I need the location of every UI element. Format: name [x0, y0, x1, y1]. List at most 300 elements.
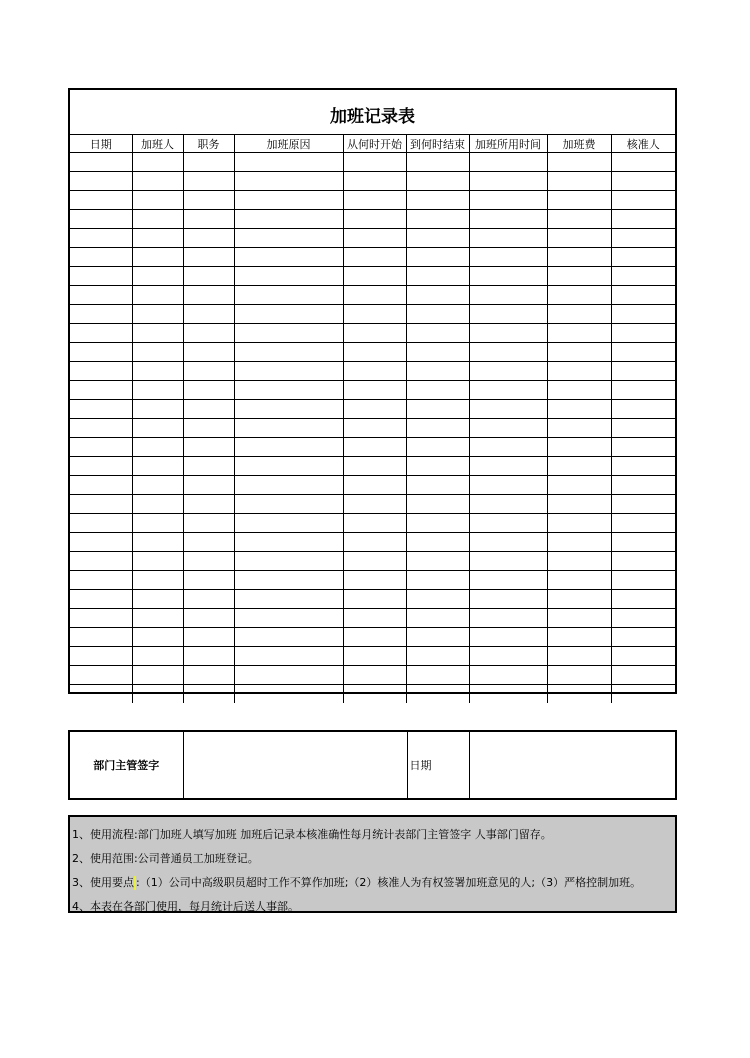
table-cell[interactable] — [343, 571, 406, 590]
table-cell[interactable] — [234, 267, 343, 286]
table-cell[interactable] — [234, 609, 343, 628]
column-header-position: 职务 — [183, 135, 234, 153]
table-cell[interactable] — [183, 267, 234, 286]
table-cell[interactable] — [611, 343, 675, 362]
table-cell[interactable] — [183, 362, 234, 381]
table-cell[interactable] — [547, 666, 611, 685]
table-cell[interactable] — [547, 457, 611, 476]
table-cell[interactable] — [547, 305, 611, 324]
table-cell[interactable] — [611, 590, 675, 609]
table-cell[interactable] — [611, 191, 675, 210]
table-cell[interactable] — [469, 514, 547, 533]
note-line-3 — [72, 871, 675, 895]
table-cell[interactable] — [611, 400, 675, 419]
column-header-end-time: 到何时结束 — [406, 135, 469, 153]
table-cell[interactable] — [343, 248, 406, 267]
column-header-row — [70, 135, 675, 153]
table-cell[interactable] — [547, 362, 611, 381]
table-cell[interactable] — [70, 153, 132, 172]
table-cell[interactable] — [406, 609, 469, 628]
table-cell[interactable] — [611, 457, 675, 476]
table-cell[interactable] — [406, 229, 469, 248]
table-cell[interactable] — [183, 286, 234, 305]
table-cell[interactable] — [70, 495, 132, 514]
table-cell[interactable] — [547, 172, 611, 191]
table-cell[interactable] — [234, 647, 343, 666]
table-cell[interactable] — [547, 324, 611, 343]
table-row — [70, 343, 675, 362]
table-cell[interactable] — [406, 552, 469, 571]
table-cell[interactable] — [469, 267, 547, 286]
table-cell[interactable] — [183, 495, 234, 514]
overtime-record-table — [68, 88, 677, 694]
table-cell[interactable] — [469, 210, 547, 229]
table-cell[interactable] — [406, 457, 469, 476]
table-row — [70, 552, 675, 571]
table-cell[interactable] — [132, 324, 183, 343]
table-cell[interactable] — [70, 400, 132, 419]
table-cell[interactable] — [234, 571, 343, 590]
table-cell[interactable] — [406, 476, 469, 495]
table-cell[interactable] — [234, 457, 343, 476]
table-cell[interactable] — [611, 229, 675, 248]
table-cell[interactable] — [406, 685, 469, 704]
table-cell[interactable] — [611, 533, 675, 552]
table-cell[interactable] — [70, 191, 132, 210]
table-cell[interactable] — [70, 628, 132, 647]
table-cell[interactable] — [469, 666, 547, 685]
table-cell[interactable] — [132, 381, 183, 400]
table-cell[interactable] — [132, 248, 183, 267]
table-cell[interactable] — [469, 153, 547, 172]
table-cell[interactable] — [547, 552, 611, 571]
table-cell[interactable] — [469, 438, 547, 457]
table-cell[interactable] — [469, 191, 547, 210]
table-cell[interactable] — [183, 381, 234, 400]
table-cell[interactable] — [611, 419, 675, 438]
table-cell[interactable] — [547, 267, 611, 286]
table-cell[interactable] — [547, 514, 611, 533]
table-cell[interactable] — [611, 552, 675, 571]
table-cell[interactable] — [183, 153, 234, 172]
table-cell[interactable] — [234, 286, 343, 305]
table-row — [70, 476, 675, 495]
column-header-start-time: 从何时开始 — [343, 135, 406, 153]
table-cell[interactable] — [406, 172, 469, 191]
table-cell[interactable] — [234, 153, 343, 172]
table-cell[interactable] — [70, 229, 132, 248]
table-cell[interactable] — [183, 476, 234, 495]
table-cell[interactable] — [611, 381, 675, 400]
table-cell[interactable] — [469, 590, 547, 609]
table-cell[interactable] — [343, 191, 406, 210]
table-cell[interactable] — [234, 666, 343, 685]
table-cell[interactable] — [132, 552, 183, 571]
table-cell[interactable] — [70, 552, 132, 571]
table-cell[interactable] — [183, 324, 234, 343]
table-cell[interactable] — [183, 400, 234, 419]
table-cell[interactable] — [132, 267, 183, 286]
table-cell[interactable] — [70, 457, 132, 476]
form-title: 加班记录表 — [330, 106, 416, 127]
table-cell[interactable] — [234, 324, 343, 343]
table-cell[interactable] — [183, 552, 234, 571]
table-cell[interactable] — [70, 324, 132, 343]
table-cell[interactable] — [547, 210, 611, 229]
table-cell[interactable] — [547, 343, 611, 362]
table-cell[interactable] — [547, 533, 611, 552]
table-cell[interactable] — [234, 172, 343, 191]
table-cell[interactable] — [132, 495, 183, 514]
table-cell[interactable] — [343, 153, 406, 172]
table-cell[interactable] — [406, 628, 469, 647]
table-cell[interactable] — [611, 514, 675, 533]
table-cell[interactable] — [132, 514, 183, 533]
table-cell[interactable] — [547, 153, 611, 172]
table-row — [70, 419, 675, 438]
table-cell[interactable] — [234, 476, 343, 495]
table-cell[interactable] — [611, 495, 675, 514]
table-cell[interactable] — [469, 400, 547, 419]
table-cell[interactable] — [234, 248, 343, 267]
signature-date-label: 日期 — [407, 732, 469, 798]
table-cell[interactable] — [406, 419, 469, 438]
table-cell[interactable] — [343, 685, 406, 704]
table-cell[interactable] — [132, 457, 183, 476]
table-cell[interactable] — [234, 495, 343, 514]
table-cell[interactable] — [469, 647, 547, 666]
table-cell[interactable] — [611, 153, 675, 172]
table-row — [70, 172, 675, 191]
table-cell[interactable] — [406, 571, 469, 590]
table-cell[interactable] — [183, 666, 234, 685]
table-cell[interactable] — [469, 533, 547, 552]
table-cell[interactable] — [132, 191, 183, 210]
table-cell[interactable] — [343, 362, 406, 381]
table-cell[interactable] — [469, 381, 547, 400]
table-cell[interactable] — [406, 362, 469, 381]
table-cell[interactable] — [183, 191, 234, 210]
table-cell[interactable] — [406, 324, 469, 343]
table-cell[interactable] — [469, 324, 547, 343]
table-cell[interactable] — [70, 362, 132, 381]
table-cell[interactable] — [183, 210, 234, 229]
table-cell[interactable] — [343, 609, 406, 628]
table-cell[interactable] — [611, 362, 675, 381]
table-row — [70, 267, 675, 286]
table-cell[interactable] — [469, 419, 547, 438]
table-cell[interactable] — [70, 609, 132, 628]
table-cell[interactable] — [469, 685, 547, 704]
table-cell[interactable] — [234, 381, 343, 400]
table-cell[interactable] — [132, 286, 183, 305]
table-cell[interactable] — [343, 324, 406, 343]
table-row — [70, 609, 675, 628]
table-cell[interactable] — [132, 343, 183, 362]
table-cell[interactable] — [547, 609, 611, 628]
table-cell[interactable] — [547, 590, 611, 609]
table-cell[interactable] — [406, 438, 469, 457]
signature-section — [68, 730, 677, 800]
table-cell[interactable] — [70, 248, 132, 267]
table-cell[interactable] — [132, 533, 183, 552]
table-cell[interactable] — [132, 666, 183, 685]
table-row — [70, 210, 675, 229]
table-cell[interactable] — [547, 685, 611, 704]
table-cell[interactable] — [343, 457, 406, 476]
table-cell[interactable] — [234, 362, 343, 381]
table-cell[interactable] — [132, 628, 183, 647]
table-cell[interactable] — [234, 400, 343, 419]
table-cell[interactable] — [343, 533, 406, 552]
table-cell[interactable] — [343, 381, 406, 400]
table-row — [70, 400, 675, 419]
table-cell[interactable] — [611, 324, 675, 343]
table-cell[interactable] — [234, 628, 343, 647]
table-cell[interactable] — [234, 343, 343, 362]
table-cell[interactable] — [70, 210, 132, 229]
table-cell[interactable] — [343, 514, 406, 533]
table-cell[interactable] — [547, 628, 611, 647]
table-cell[interactable] — [547, 419, 611, 438]
table-row — [70, 362, 675, 381]
table-row — [70, 571, 675, 590]
table-cell[interactable] — [132, 685, 183, 704]
table-cell[interactable] — [469, 495, 547, 514]
table-cell[interactable] — [406, 286, 469, 305]
table-row — [70, 324, 675, 343]
table-cell[interactable] — [70, 305, 132, 324]
table-cell[interactable] — [183, 457, 234, 476]
table-cell[interactable] — [70, 590, 132, 609]
table-cell[interactable] — [611, 438, 675, 457]
table-cell[interactable] — [183, 533, 234, 552]
table-cell[interactable] — [132, 153, 183, 172]
table-cell[interactable] — [343, 343, 406, 362]
table-cell[interactable] — [406, 514, 469, 533]
table-cell[interactable] — [70, 514, 132, 533]
table-cell[interactable] — [132, 609, 183, 628]
table-cell[interactable] — [469, 552, 547, 571]
table-cell[interactable] — [547, 647, 611, 666]
table-cell[interactable] — [234, 191, 343, 210]
table-row — [70, 628, 675, 647]
table-cell[interactable] — [406, 381, 469, 400]
table-cell[interactable] — [469, 343, 547, 362]
table-cell[interactable] — [343, 210, 406, 229]
table-cell[interactable] — [469, 229, 547, 248]
table-cell[interactable] — [183, 590, 234, 609]
table-cell[interactable] — [183, 419, 234, 438]
table-cell[interactable] — [234, 552, 343, 571]
table-cell[interactable] — [183, 609, 234, 628]
table-cell[interactable] — [132, 647, 183, 666]
table-cell[interactable] — [132, 476, 183, 495]
table-cell[interactable] — [183, 248, 234, 267]
table-cell[interactable] — [70, 666, 132, 685]
table-cell[interactable] — [343, 647, 406, 666]
table-cell[interactable] — [547, 286, 611, 305]
table-cell[interactable] — [183, 172, 234, 191]
supervisor-signature-field[interactable] — [183, 732, 407, 798]
column-header-reason: 加班原因 — [234, 135, 343, 153]
table-cell[interactable] — [406, 191, 469, 210]
table-cell[interactable] — [611, 685, 675, 704]
table-cell[interactable] — [469, 286, 547, 305]
table-cell[interactable] — [343, 267, 406, 286]
table-cell[interactable] — [469, 628, 547, 647]
table-cell[interactable] — [132, 210, 183, 229]
table-cell[interactable] — [70, 343, 132, 362]
table-cell[interactable] — [547, 495, 611, 514]
table-cell[interactable] — [70, 267, 132, 286]
table-cell[interactable] — [132, 590, 183, 609]
table-cell[interactable] — [469, 609, 547, 628]
table-cell[interactable] — [547, 571, 611, 590]
table-cell[interactable] — [343, 400, 406, 419]
table-cell[interactable] — [70, 476, 132, 495]
table-cell[interactable] — [132, 305, 183, 324]
column-header-overtime-pay: 加班费 — [547, 135, 611, 153]
table-cell[interactable] — [406, 343, 469, 362]
table-cell[interactable] — [406, 666, 469, 685]
table-cell[interactable] — [234, 210, 343, 229]
table-cell[interactable] — [234, 438, 343, 457]
table-cell[interactable] — [70, 533, 132, 552]
table-cell[interactable] — [132, 229, 183, 248]
usage-notes — [68, 815, 677, 913]
table-cell[interactable] — [611, 172, 675, 191]
table-cell[interactable] — [611, 267, 675, 286]
column-header-approver: 核准人 — [611, 135, 675, 153]
table-cell[interactable] — [547, 248, 611, 267]
table-cell[interactable] — [547, 229, 611, 248]
table-row — [70, 495, 675, 514]
table-cell[interactable] — [234, 590, 343, 609]
table-cell[interactable] — [70, 286, 132, 305]
table-row — [70, 666, 675, 685]
table-cell[interactable] — [469, 172, 547, 191]
table-cell[interactable] — [343, 419, 406, 438]
table-cell[interactable] — [611, 609, 675, 628]
table-cell[interactable] — [183, 628, 234, 647]
table-cell[interactable] — [234, 685, 343, 704]
table-cell[interactable] — [132, 362, 183, 381]
table-cell[interactable] — [70, 685, 132, 704]
table-cell[interactable] — [132, 419, 183, 438]
note-line-4: 4、本表在各部门使用，每月统计后送人事部。 — [72, 900, 299, 913]
table-cell[interactable] — [343, 552, 406, 571]
table-cell[interactable] — [234, 533, 343, 552]
table-cell[interactable] — [611, 210, 675, 229]
table-cell[interactable] — [70, 647, 132, 666]
table-cell[interactable] — [70, 419, 132, 438]
table-cell[interactable] — [183, 343, 234, 362]
table-cell[interactable] — [343, 229, 406, 248]
table-cell[interactable] — [132, 172, 183, 191]
table-cell[interactable] — [343, 495, 406, 514]
table-cell[interactable] — [183, 685, 234, 704]
table-cell[interactable] — [611, 666, 675, 685]
table-cell[interactable] — [406, 647, 469, 666]
table-cell[interactable] — [343, 438, 406, 457]
column-header-duration: 加班所用时间 — [469, 135, 547, 153]
table-cell[interactable] — [183, 229, 234, 248]
table-cell[interactable] — [183, 305, 234, 324]
table-cell[interactable] — [611, 647, 675, 666]
table-cell[interactable] — [469, 305, 547, 324]
table-cell[interactable] — [469, 457, 547, 476]
column-header-employee: 加班人 — [132, 135, 183, 153]
table-cell[interactable] — [611, 305, 675, 324]
table-row — [70, 647, 675, 666]
table-cell[interactable] — [343, 172, 406, 191]
table-row — [70, 229, 675, 248]
table-cell[interactable] — [343, 286, 406, 305]
table-cell[interactable] — [70, 571, 132, 590]
table-cell[interactable] — [406, 210, 469, 229]
table-cell[interactable] — [234, 229, 343, 248]
table-row — [70, 248, 675, 267]
table-cell[interactable] — [469, 476, 547, 495]
table-cell[interactable] — [611, 476, 675, 495]
table-cell[interactable] — [132, 571, 183, 590]
table-cell[interactable] — [611, 248, 675, 267]
table-cell[interactable] — [547, 438, 611, 457]
table-cell[interactable] — [70, 438, 132, 457]
table-cell[interactable] — [183, 647, 234, 666]
note-line-3-lead: 3、使用要点 — [72, 876, 134, 889]
table-cell[interactable] — [611, 286, 675, 305]
table-cell[interactable] — [132, 438, 183, 457]
table-cell[interactable] — [183, 571, 234, 590]
table-cell[interactable] — [469, 571, 547, 590]
signature-date-field[interactable] — [469, 732, 679, 798]
table-cell[interactable] — [234, 305, 343, 324]
table-cell[interactable] — [406, 400, 469, 419]
table-cell[interactable] — [343, 476, 406, 495]
note-line-2: 2、使用范围:公司普通员工加班登记。 — [72, 852, 259, 865]
table-cell[interactable] — [406, 248, 469, 267]
table-cell[interactable] — [343, 305, 406, 324]
table-cell[interactable] — [343, 628, 406, 647]
table-cell[interactable] — [406, 495, 469, 514]
table-cell[interactable] — [469, 248, 547, 267]
table-cell[interactable] — [611, 571, 675, 590]
table-cell[interactable] — [343, 590, 406, 609]
table-cell[interactable] — [406, 305, 469, 324]
table-cell[interactable] — [183, 514, 234, 533]
table-cell[interactable] — [183, 438, 234, 457]
note-line-1: 1、使用流程:部门加班人填写加班 加班后记录本核准确性每月统计表部门主管签字 人事部门留存。 — [72, 828, 552, 841]
table-cell[interactable] — [70, 381, 132, 400]
table-cell[interactable] — [70, 172, 132, 191]
table-cell[interactable] — [406, 153, 469, 172]
table-cell[interactable] — [547, 191, 611, 210]
table-cell[interactable] — [343, 666, 406, 685]
table-cell[interactable] — [406, 267, 469, 286]
table-cell[interactable] — [469, 362, 547, 381]
table-cell[interactable] — [132, 400, 183, 419]
table-cell[interactable] — [547, 476, 611, 495]
table-cell[interactable] — [406, 590, 469, 609]
table-cell[interactable] — [406, 533, 469, 552]
table-cell[interactable] — [611, 628, 675, 647]
table-cell[interactable] — [234, 419, 343, 438]
table-cell[interactable] — [547, 400, 611, 419]
table-cell[interactable] — [234, 514, 343, 533]
table-cell[interactable] — [547, 381, 611, 400]
